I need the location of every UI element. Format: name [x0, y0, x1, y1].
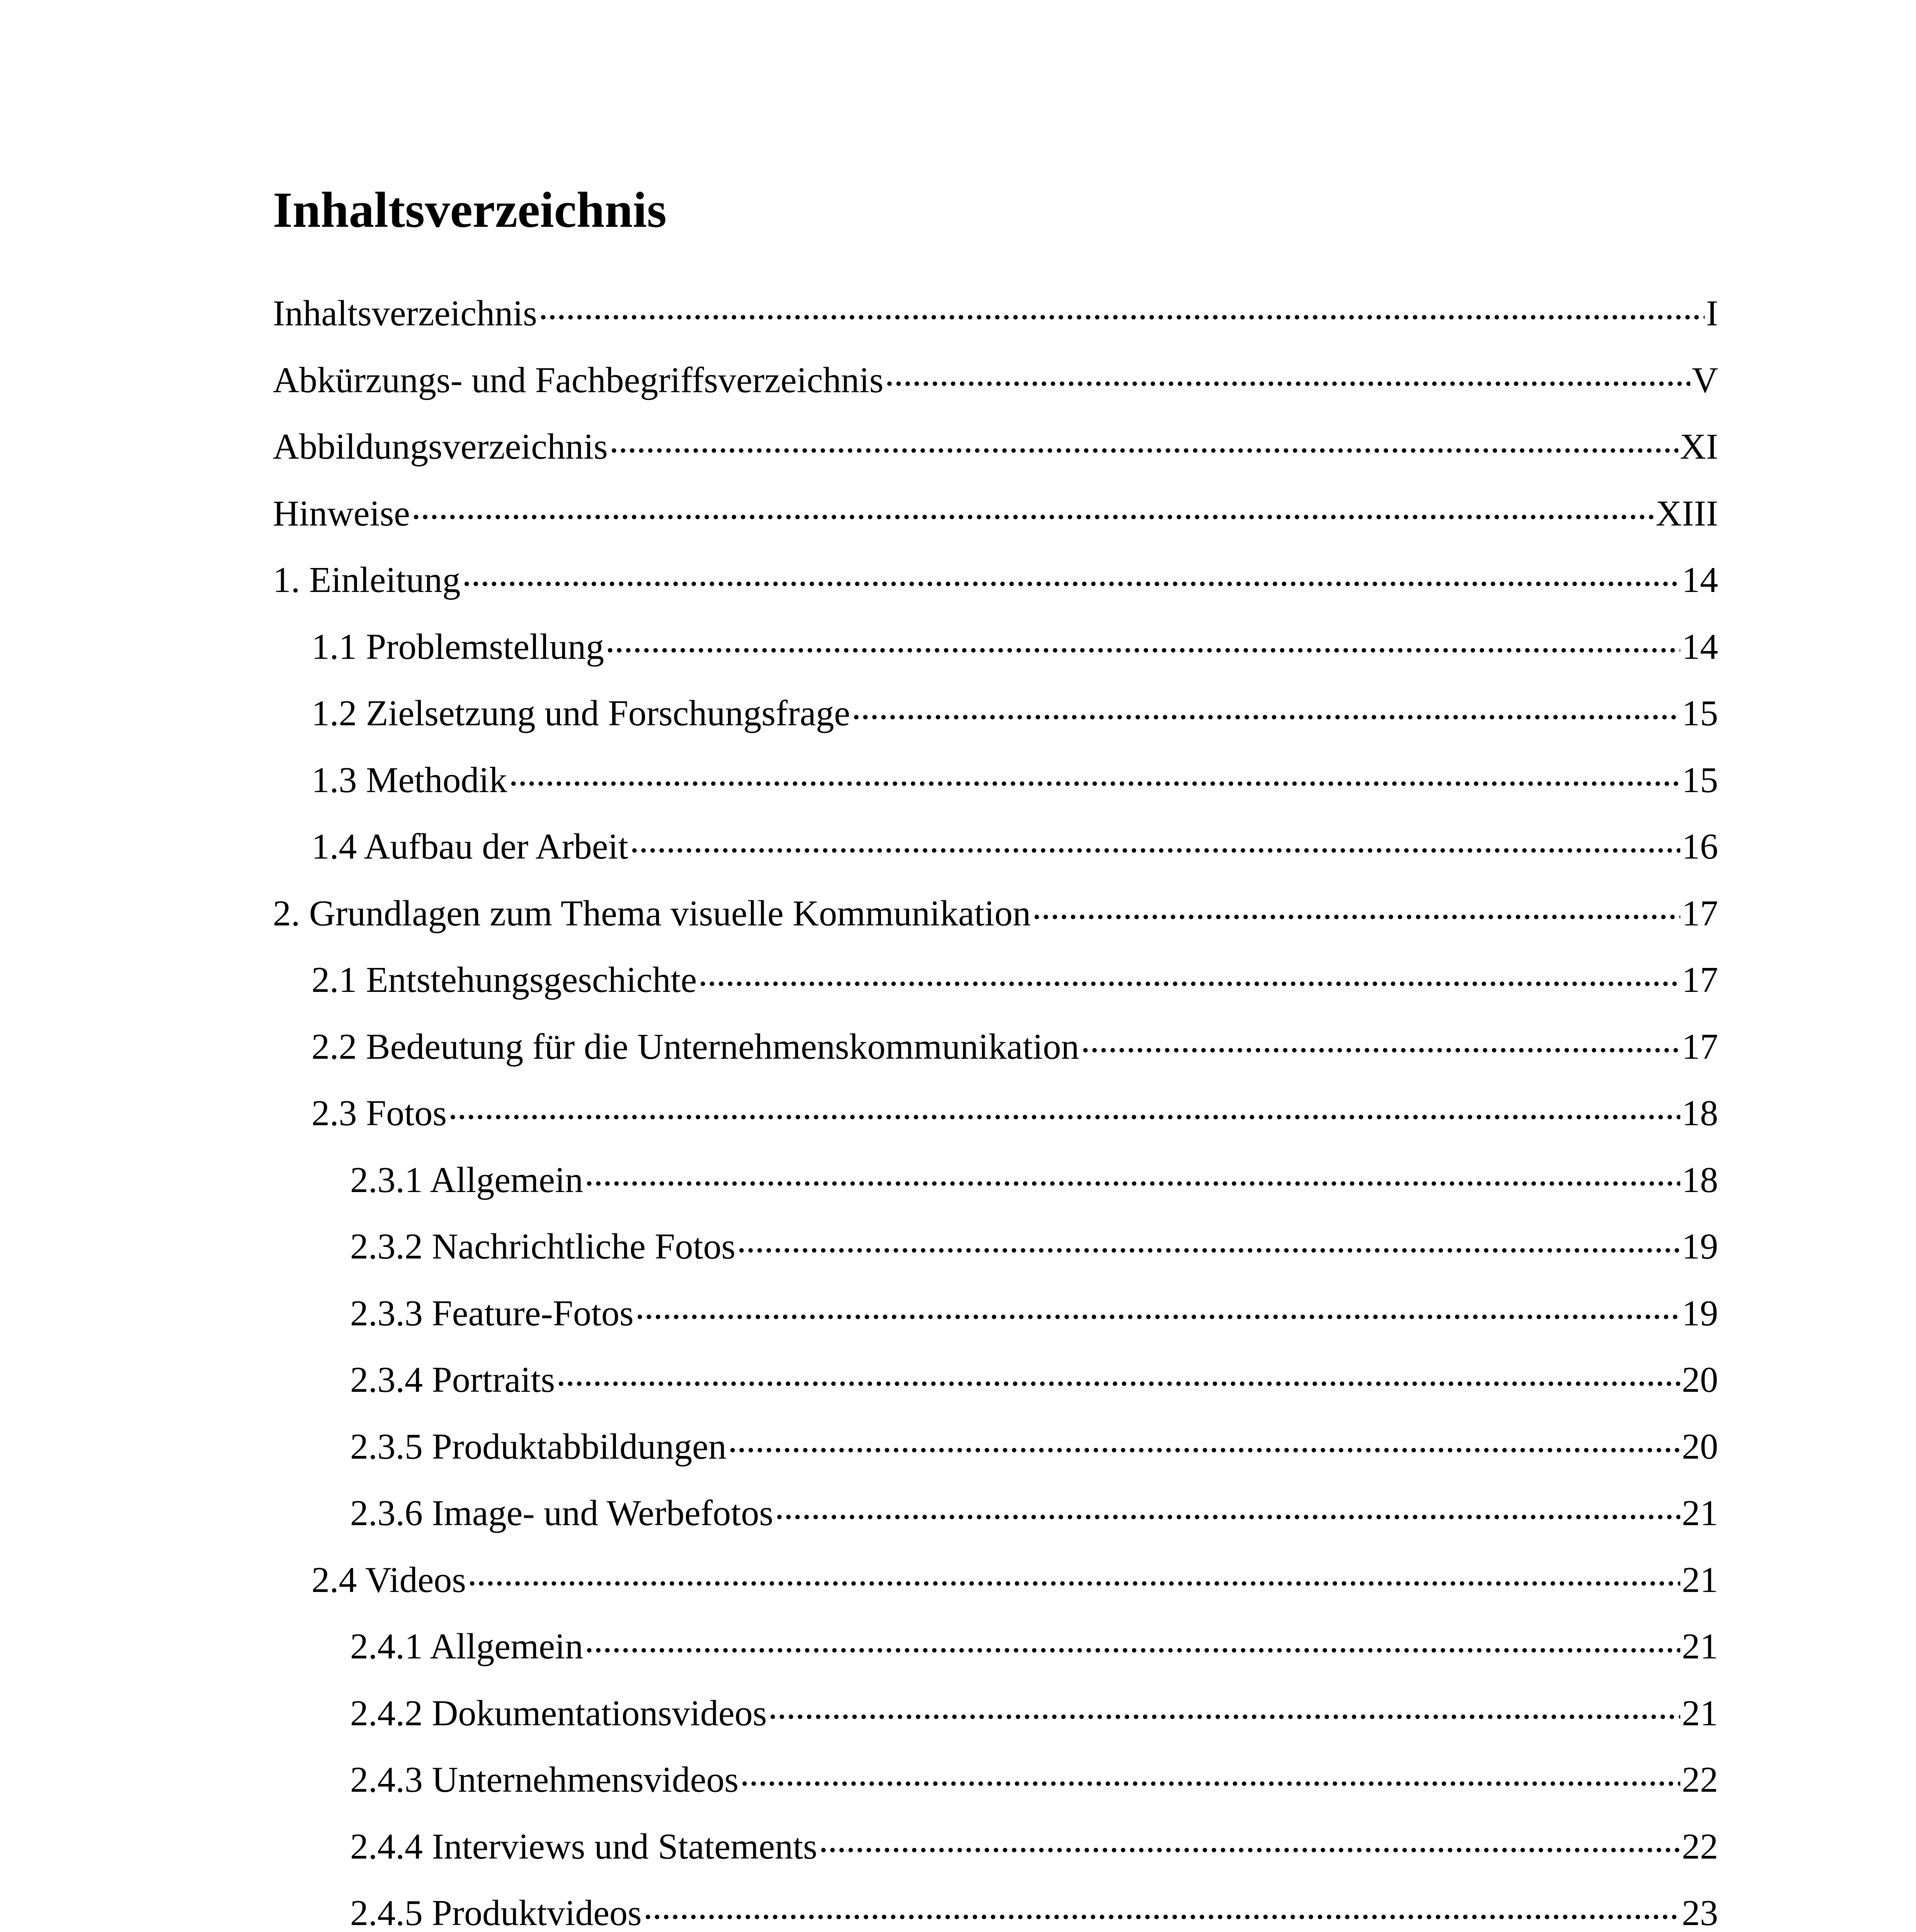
toc-entry-page: 18 — [1682, 1093, 1718, 1133]
toc-entry — [273, 956, 1718, 1022]
toc-entry-title: 2.3.1 Allgemein — [350, 1160, 584, 1200]
toc-dot-leader — [737, 1222, 1680, 1259]
toc-entry — [273, 1822, 1718, 1889]
toc-entry — [273, 889, 1718, 956]
toc-dot-leader — [609, 422, 1678, 459]
toc-entry-title: 1.1 Problemstellung — [311, 626, 604, 667]
toc-dot-leader — [585, 1622, 1680, 1658]
toc-entry-page: 21 — [1682, 1493, 1718, 1533]
toc-entry-page: 18 — [1682, 1160, 1718, 1200]
toc-entry — [273, 1222, 1718, 1289]
toc-dot-leader — [698, 956, 1680, 992]
toc-entry-page: 14 — [1682, 560, 1718, 600]
toc-entry-page: 23 — [1682, 1893, 1718, 1932]
table-of-contents — [273, 289, 1718, 1932]
toc-entry — [273, 756, 1718, 823]
toc-dot-leader — [556, 1355, 1680, 1392]
toc-entry-page: 17 — [1682, 893, 1718, 934]
toc-dot-leader — [728, 1422, 1680, 1459]
toc-entry-title: Abkürzungs- und Fachbegriffsverzeichnis — [273, 360, 884, 400]
toc-entry-page: V — [1692, 360, 1718, 400]
toc-entry-page: 21 — [1682, 1626, 1718, 1667]
toc-entry-title: 2.3.4 Portraits — [350, 1360, 555, 1400]
toc-dot-leader — [740, 1755, 1680, 1792]
toc-dot-leader — [606, 622, 1680, 659]
toc-entry-page: 21 — [1682, 1560, 1718, 1600]
toc-entry-title: 2.3 Fotos — [311, 1093, 447, 1133]
toc-entry — [273, 689, 1718, 756]
toc-entry-page: 19 — [1682, 1226, 1718, 1267]
toc-entry — [273, 1889, 1718, 1932]
toc-entry-title: 2.4.3 Unternehmensvideos — [350, 1760, 739, 1800]
toc-dot-leader — [1081, 1022, 1680, 1059]
toc-entry-title: 2.4.5 Produktvideos — [350, 1893, 642, 1932]
toc-entry-page: 16 — [1682, 827, 1718, 867]
toc-dot-leader — [643, 1889, 1680, 1925]
toc-dot-leader — [775, 1489, 1680, 1525]
toc-entry-title: 2.3.6 Image- und Werbefotos — [350, 1493, 773, 1533]
toc-entry-title: 2.3.2 Nachrichtliche Fotos — [350, 1226, 736, 1267]
toc-entry — [273, 489, 1718, 556]
toc-dot-leader — [448, 1089, 1680, 1125]
toc-dot-leader — [635, 1289, 1680, 1325]
toc-entry-title: 1.2 Zielsetzung und Forschungsfrage — [311, 693, 851, 733]
toc-entry — [273, 1689, 1718, 1756]
toc-dot-leader — [819, 1822, 1680, 1859]
toc-dot-leader — [539, 289, 1705, 325]
toc-dot-leader — [468, 1556, 1680, 1592]
toc-entry-title: 2.2 Bedeutung für die Unternehmenskommunikation — [311, 1026, 1079, 1067]
toc-entry-page: XIII — [1656, 493, 1718, 534]
toc-entry — [273, 1422, 1718, 1489]
toc-entry-title: Hinweise — [273, 493, 410, 534]
toc-entry-title: 1. Einleitung — [273, 560, 461, 600]
toc-entry-title: Inhaltsverzeichnis — [273, 293, 537, 333]
toc-entry-page: 20 — [1682, 1426, 1718, 1467]
toc-entry-page: 17 — [1682, 960, 1718, 1000]
toc-entry — [273, 289, 1718, 356]
toc-entry-page: 19 — [1682, 1293, 1718, 1333]
toc-entry-title: 2.4 Videos — [311, 1560, 466, 1600]
toc-dot-leader — [462, 556, 1680, 592]
toc-dot-leader — [630, 822, 1680, 859]
toc-entry-page: 21 — [1682, 1693, 1718, 1733]
toc-entry-page: 14 — [1682, 626, 1718, 667]
toc-entry-page: 22 — [1682, 1760, 1718, 1800]
toc-entry-page: XI — [1679, 427, 1718, 467]
toc-entry-page: 15 — [1682, 693, 1718, 733]
toc-entry — [273, 1556, 1718, 1622]
toc-entry-title: 2.1 Entstehungsgeschichte — [311, 960, 697, 1000]
toc-entry — [273, 1156, 1718, 1223]
toc-entry — [273, 356, 1718, 423]
toc-dot-leader — [885, 356, 1690, 392]
toc-entry-title: 2.3.3 Feature-Fotos — [350, 1293, 634, 1333]
toc-entry — [273, 1755, 1718, 1822]
toc-entry-title: 2.4.1 Allgemein — [350, 1626, 584, 1667]
toc-entry-title: 2. Grundlagen zum Thema visuelle Kommunikation — [273, 893, 1031, 934]
toc-entry-title: 2.4.4 Interviews und Statements — [350, 1826, 817, 1867]
toc-entry — [273, 822, 1718, 889]
toc-dot-leader — [1032, 889, 1680, 925]
toc-entry — [273, 1289, 1718, 1356]
page-title: Inhaltsverzeichnis — [273, 182, 667, 238]
toc-entry — [273, 556, 1718, 622]
toc-entry — [273, 1489, 1718, 1556]
toc-entry-page: 22 — [1682, 1826, 1718, 1867]
toc-entry — [273, 1622, 1718, 1689]
toc-dot-leader — [852, 689, 1680, 725]
toc-entry — [273, 622, 1718, 689]
toc-entry-page: 15 — [1682, 760, 1718, 800]
toc-entry-page: 20 — [1682, 1360, 1718, 1400]
toc-entry-page: I — [1706, 293, 1718, 333]
toc-dot-leader — [509, 756, 1680, 792]
toc-entry — [273, 422, 1718, 489]
toc-dot-leader — [412, 489, 1654, 526]
toc-entry-title: Abbildungsverzeichnis — [273, 427, 608, 467]
toc-entry — [273, 1355, 1718, 1422]
toc-entry — [273, 1089, 1718, 1156]
toc-entry-title: 2.4.2 Dokumentationsvideos — [350, 1693, 767, 1733]
toc-entry-title: 1.4 Aufbau der Arbeit — [311, 827, 628, 867]
toc-dot-leader — [585, 1156, 1680, 1192]
toc-entry-title: 2.3.5 Produktabbildungen — [350, 1426, 727, 1467]
toc-entry-page: 17 — [1682, 1026, 1718, 1067]
toc-entry — [273, 1022, 1718, 1089]
toc-dot-leader — [768, 1689, 1680, 1725]
toc-entry-title: 1.3 Methodik — [311, 760, 507, 800]
